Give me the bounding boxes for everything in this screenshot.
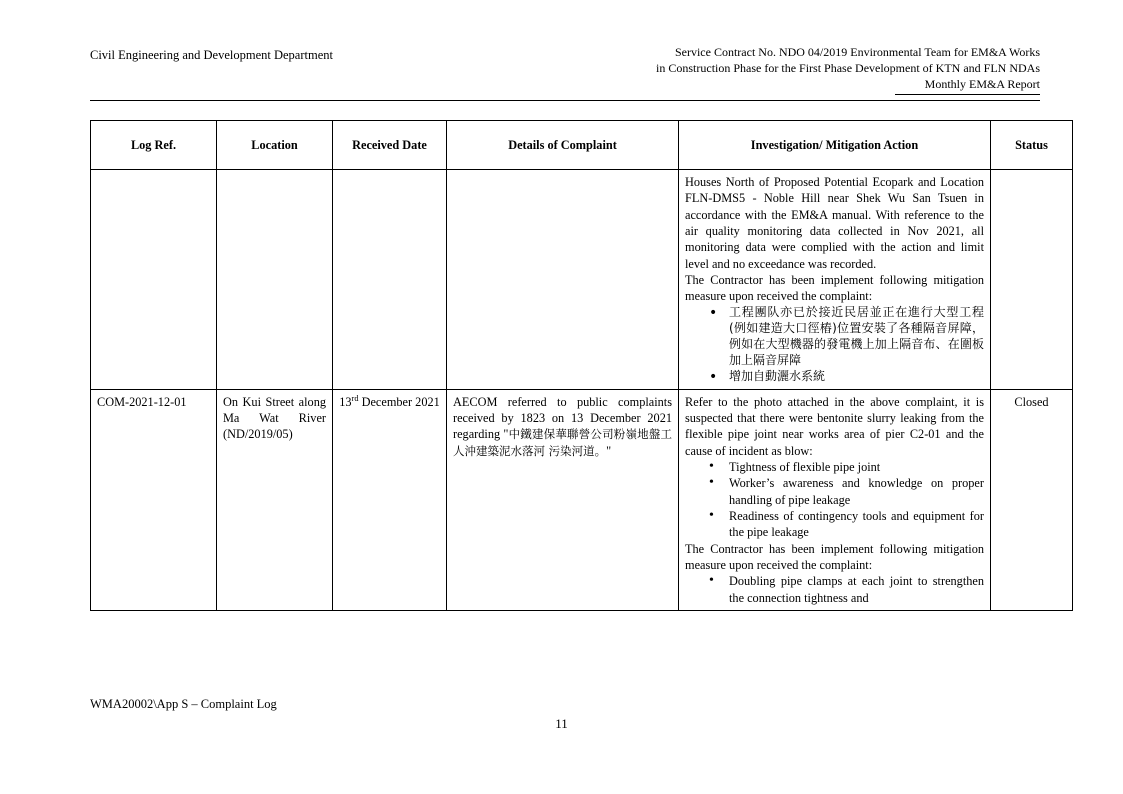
cell-log-ref	[91, 170, 217, 390]
header-line-3: Monthly EM&A Report	[895, 76, 1040, 94]
column-header-received-date: Received Date	[333, 121, 447, 170]
footer-reference: WMA20002\App S – Complaint Log	[90, 697, 277, 711]
header-line-2: in Construction Phase for the First Phase Development of KTN and FLN NDAs	[656, 61, 1040, 76]
date-day: 13	[339, 394, 352, 409]
list-item: • Tightness of flexible pipe joint	[707, 459, 984, 475]
date-ordinal-suffix: rd	[351, 393, 359, 403]
list-item: • Readiness of contingency tools and equipment for the pipe leakage	[707, 508, 984, 541]
location-text: On Kui Street along Ma Wat River (ND/2019/05)	[223, 394, 326, 442]
column-header-action: Investigation/ Mitigation Action	[679, 121, 991, 170]
page-number: 11	[555, 716, 568, 731]
table-row	[91, 170, 1073, 390]
cell-location	[217, 389, 333, 610]
action-bullet-list	[685, 573, 984, 606]
cell-action	[679, 389, 991, 610]
header-divider	[90, 100, 1040, 101]
details-suffix: "	[606, 443, 612, 458]
cell-received-date	[333, 170, 447, 390]
date-rest: December 2021	[358, 394, 440, 409]
column-header-location: Location	[217, 121, 333, 170]
header-department: Civil Engineering and Development Department	[90, 48, 333, 62]
column-header-log-ref: Log Ref.	[91, 121, 217, 170]
cell-location	[217, 170, 333, 390]
list-item: • 工程團队亦已於接近民居並正在進行大型工程(例如建造大口徑樁)位置安裝了各種隔音屏障，例如在大型機器的發電機上加上隔音布、在圍板加上隔音屏障	[707, 305, 984, 369]
cell-details	[447, 170, 679, 390]
table-row	[91, 389, 1073, 610]
action-paragraph: Refer to the photo attached in the above complaint, it is suspected that there were bentonite slurry leaking from the flexible pipe joint near works area of pier C2-01 and the cause of incident as blow:	[685, 394, 984, 458]
page-header	[90, 44, 1040, 92]
list-item: • Worker’s awareness and knowledge on proper handling of pipe leakage	[707, 475, 984, 508]
details-chinese-text: 中鐵建保華聯營公司粉嶺地盤工人沖建築泥水落河 污染河道。	[453, 427, 673, 458]
header-line-1: Service Contract No. NDO 04/2019 Environmental Team for EM&A Works	[674, 45, 1040, 59]
list-item: • 增加自動灑水系統	[707, 369, 984, 385]
action-paragraph: The Contractor has been implement following mitigation measure upon received the complaint:	[685, 541, 984, 572]
details-prefix: AECOM referred to public complaints received by 1823 on 13 December 2021 regarding "	[453, 394, 672, 442]
cell-received-date	[333, 389, 447, 610]
cell-status	[991, 170, 1073, 390]
action-bullet-list	[685, 305, 984, 385]
complaint-log-table	[90, 120, 1073, 611]
action-paragraph: The Contractor has been implement following mitigation measure upon received the complaint:	[685, 273, 984, 304]
cell-status: Closed	[991, 389, 1073, 610]
column-header-status: Status	[991, 121, 1073, 170]
cell-action	[679, 170, 991, 390]
list-item: • Doubling pipe clamps at each joint to strengthen the connection tightness and	[707, 573, 984, 606]
header-contract-info	[656, 44, 1040, 95]
column-header-details: Details of Complaint	[447, 121, 679, 170]
cell-log-ref: COM-2021-12-01	[91, 389, 217, 610]
cell-details	[447, 389, 679, 610]
action-paragraph: Houses North of Proposed Potential Ecopark and Location FLN-DMS5 - Noble Hill near Shek Wu San Tsuen in accordance with the EM&A manual. With reference to the air quality monitoring data collected in Nov 2021, all monitoring data were complied with the action and limit level and no exceedance was recorded.	[685, 175, 984, 271]
table-header-row	[91, 121, 1073, 170]
action-bullet-list	[685, 459, 984, 541]
